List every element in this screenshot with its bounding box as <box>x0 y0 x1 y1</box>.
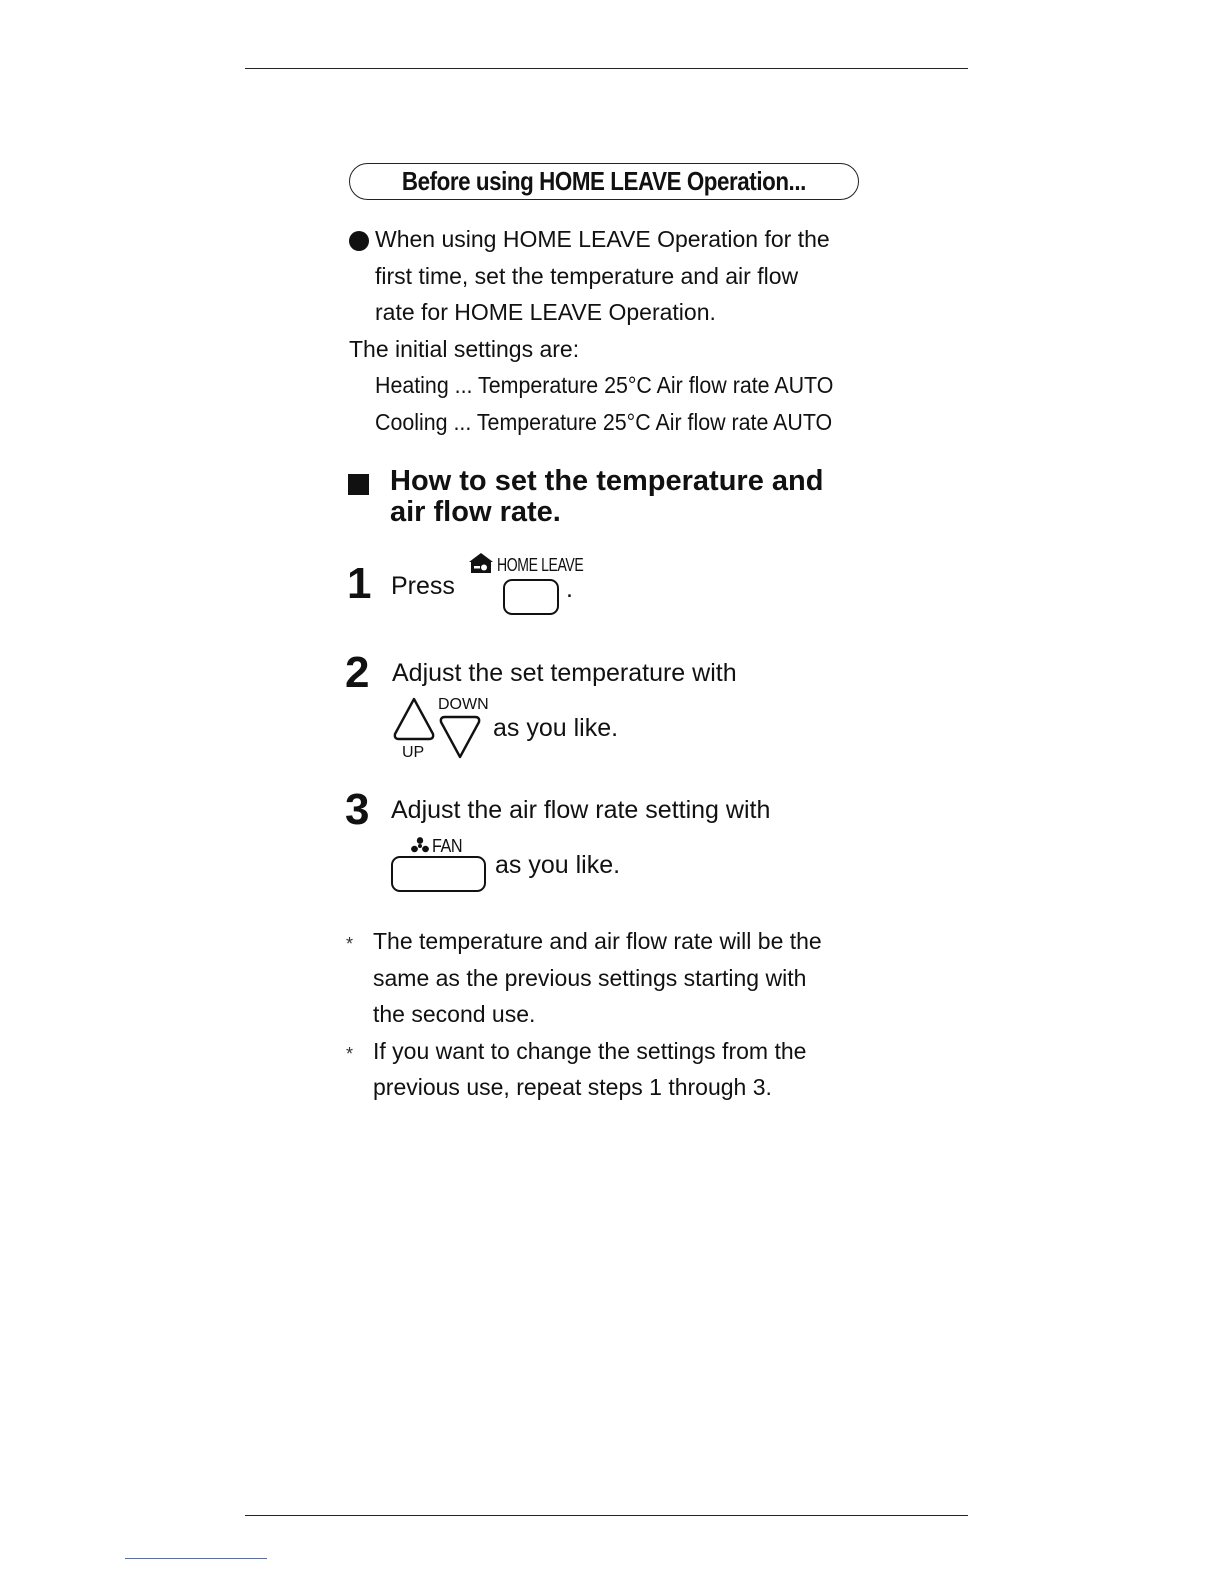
step-2-suffix: as you like. <box>493 714 619 742</box>
footer-link-underline <box>125 1558 267 1559</box>
note-1-line-2: same as the previous settings starting with <box>373 965 807 991</box>
step-1-text: Press <box>391 572 455 600</box>
note-2-line-2: previous use, repeat steps 1 through 3. <box>373 1074 772 1100</box>
step-3-suffix: as you like. <box>495 851 621 879</box>
bottom-rule <box>245 1515 968 1516</box>
step-1-number: 1 <box>347 559 372 608</box>
top-rule <box>245 68 968 69</box>
note-1-line-1: The temperature and air flow rate will be the <box>373 928 822 954</box>
triangle-up-icon[interactable] <box>392 696 436 744</box>
intro-line-2: first time, set the temperature and air flow <box>375 263 799 289</box>
home-leave-icon <box>468 552 494 574</box>
cooling-setting: Cooling ... Temperature 25°C Air flow rate AUTO <box>375 409 833 435</box>
step-1-suffix: . <box>566 575 573 603</box>
bullet-icon <box>349 231 369 251</box>
heating-setting: Heating ... Temperature 25°C Air flow rate AUTO <box>375 372 834 398</box>
triangle-down-icon[interactable] <box>438 712 482 760</box>
note-2-line-1: If you want to change the settings from the <box>373 1038 807 1064</box>
fan-label: FAN <box>432 836 463 856</box>
intro-line-3: rate for HOME LEAVE Operation. <box>375 299 716 325</box>
home-leave-label: HOME LEAVE <box>497 555 584 575</box>
note-1-marker: * <box>346 934 354 954</box>
step-2-number: 2 <box>345 648 370 697</box>
title-box <box>349 163 859 200</box>
step-3-text: Adjust the air flow rate setting with <box>391 796 771 824</box>
down-label: DOWN <box>438 696 489 713</box>
step-3-number: 3 <box>345 785 370 834</box>
section-square-icon <box>348 474 369 495</box>
fan-button[interactable] <box>391 856 486 892</box>
home-leave-button[interactable] <box>503 579 559 615</box>
intro-line-1: When using HOME LEAVE Operation for the <box>375 226 830 252</box>
section-heading: How to set the temperature and air flow rate. <box>390 465 824 528</box>
initial-settings-label: The initial settings are: <box>349 336 580 362</box>
fan-icon <box>410 837 430 855</box>
note-1-line-3: the second use. <box>373 1001 536 1027</box>
step-2-text: Adjust the set temperature with <box>392 659 737 687</box>
up-label: UP <box>402 744 425 761</box>
title-text: Before using HOME LEAVE Operation... <box>401 166 807 196</box>
note-2-marker: * <box>346 1044 354 1064</box>
